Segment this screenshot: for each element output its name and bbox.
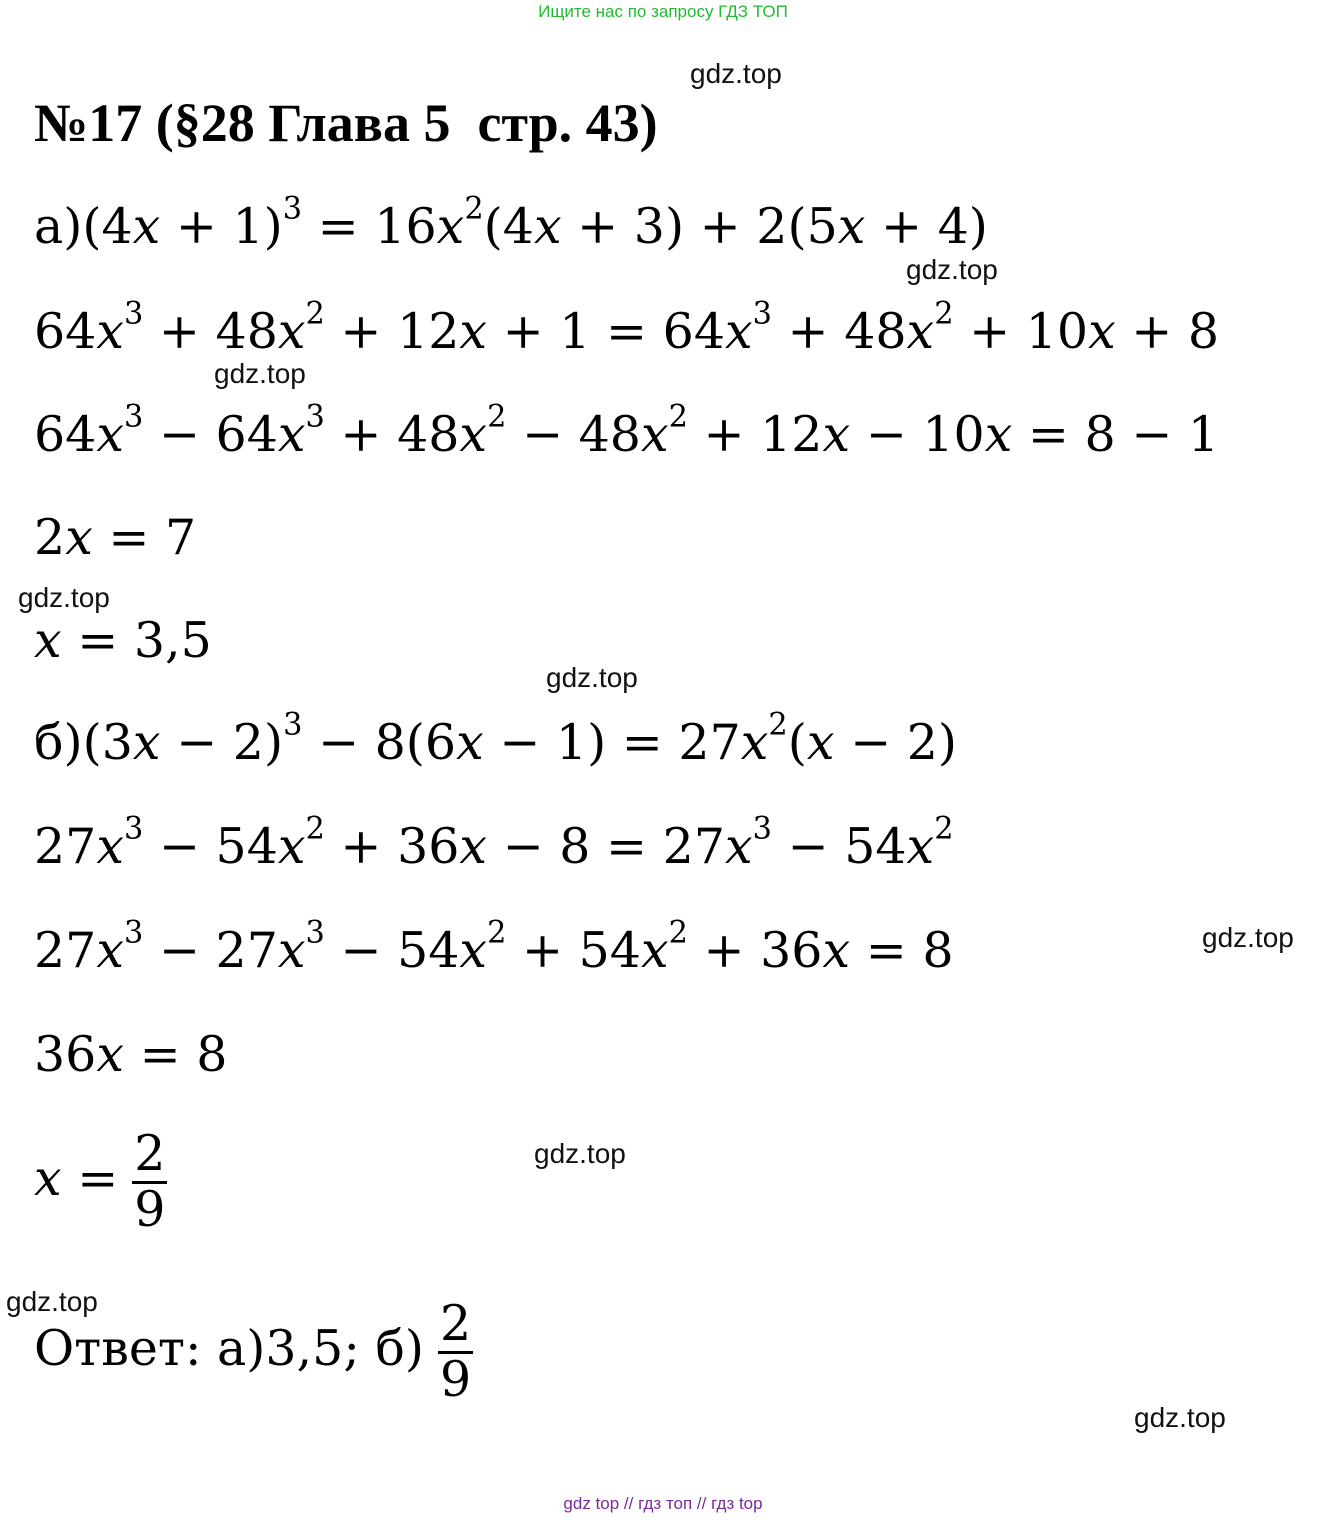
answer-text: Ответ: а)3,5; б) xyxy=(34,1319,425,1377)
equation-b-line-2: $27x^3 - 54x^2 + 36x - 8 = 27x^3 - 54x^2$ xyxy=(34,811,954,875)
watermark: gdz.top xyxy=(534,1138,626,1169)
answer-fraction: $\frac{2}{9}$ xyxy=(440,1295,472,1408)
equation-b-line-5: x = $\frac{2}{9}$ xyxy=(34,1125,166,1238)
equation-b-line-4: 36x = 8 xyxy=(34,1026,228,1083)
equation-a-line-3: $64x^3 - 64x^3 + 48x^2 - 48x^2 + 12x - 10x = 8 - 1$ xyxy=(34,399,1220,463)
equation-a-line-2: $64x^3 + 48x^2 + 12x + 1 = 64x^3 + 48x^2 + 10x + 8$ xyxy=(34,296,1220,360)
watermark: gdz.top xyxy=(1202,922,1294,953)
watermark: gdz.top xyxy=(546,662,638,693)
page-title: №17 (§28 Глава 5 стр. 43) xyxy=(34,93,658,153)
top-banner: Ищите нас по запросу ГДЗ ТОП xyxy=(538,2,788,21)
footer-links: gdz top // гдз топ // гдз top xyxy=(563,1494,763,1513)
watermark: gdz.top xyxy=(690,58,782,89)
equation-a-line-4: 2x = 7 xyxy=(34,509,197,566)
equation-b-line-1: $б)(3x - 2)^3 - 8(6x - 1) = 27x^2(x - 2)$ xyxy=(34,707,958,771)
equation-a-line-1: $а)(4x + 1)^3 = 16x^2(4x + 3) + 2(5x + 4)$ xyxy=(34,191,988,255)
equation-a-line-5: x = 3,5 xyxy=(34,612,212,669)
equation-b-line-3: $27x^3 - 27x^3 - 54x^2 + 54x^2 + 36x = 8$ xyxy=(34,915,954,979)
part-a-label: а) xyxy=(34,198,83,255)
watermark: gdz.top xyxy=(1134,1402,1226,1433)
watermark: gdz.top xyxy=(6,1286,98,1317)
watermark: gdz.top xyxy=(214,358,306,389)
watermark: gdz.top xyxy=(906,254,998,285)
part-b-label: б) xyxy=(34,714,83,771)
fraction: $\frac{2}{9}$ xyxy=(134,1125,166,1238)
watermark: gdz.top xyxy=(18,582,110,613)
answer-line xyxy=(34,1295,473,1408)
